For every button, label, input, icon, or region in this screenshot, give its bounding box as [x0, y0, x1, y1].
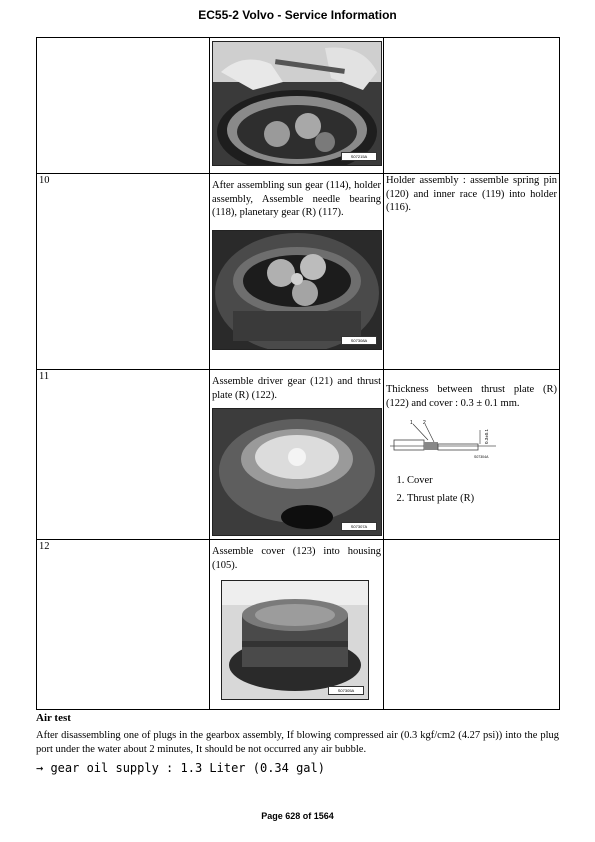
table-row: [37, 174, 560, 370]
step-number: 11: [37, 370, 210, 540]
callout-1: 1: [410, 420, 413, 426]
thickness-note: Thickness between thrust plate (R) (122) and cover : 0.3 ± 0.1 mm.: [386, 384, 557, 409]
step-instruction-text: After assembling sun gear (114), holder assembly, Assemble needle bearing (118), planetary gear (R) (117).: [212, 180, 381, 218]
page-number: Page 628 of 1564: [261, 811, 334, 821]
procedure-table: [36, 37, 560, 710]
photo-label: S07308A: [341, 336, 377, 345]
page-header: EC55-2 Volvo - Service Information: [198, 8, 397, 22]
dimension-label: 0.3±0.1: [484, 429, 489, 444]
photo-label: S07305A: [328, 686, 364, 695]
table-row: [37, 540, 560, 710]
step-instruction-text: Assemble driver gear (121) and thrust plate (R) (122).: [212, 376, 381, 401]
callout-2: 2: [423, 420, 426, 426]
table-row: [37, 38, 560, 174]
gearbox-ring-gear-photo: [212, 41, 382, 166]
thrust-plate-photo: [212, 408, 382, 536]
step-instruction: [210, 174, 384, 370]
step-note: [384, 38, 560, 174]
step-instruction: [210, 540, 384, 710]
gear-oil-supply: → gear oil supply : 1.3 Liter (0.34 gal): [36, 761, 325, 775]
table-row: [37, 370, 560, 540]
planetary-gear-photo: [212, 230, 382, 350]
step-note: [384, 540, 560, 710]
step-instruction: [210, 38, 384, 174]
legend-item-thrust-plate: 2. Thrust plate (R): [407, 490, 557, 508]
thrust-plate-diagram: [388, 418, 498, 462]
step-number: 10: [37, 174, 210, 370]
step-note: [384, 370, 560, 540]
air-test-title: Air test: [36, 712, 71, 724]
air-test-text: After disassembling one of plugs in the gearbox assembly, If blowing compressed air (0.3 kgf/cm2 (4.27 psi)) into the plug port under the water about 2 minutes, It should be not occurred any air bubble.: [36, 730, 559, 755]
step-number: 12: [37, 540, 210, 710]
photo-label: S07307A: [341, 522, 377, 531]
legend-item-cover: 1. Cover: [407, 472, 557, 490]
cover-housing-photo: [221, 580, 369, 700]
diagram-legend: [386, 472, 557, 508]
photo-label: S07215A: [341, 152, 377, 161]
step-instruction-text: Assemble cover (123) into housing (105).: [212, 546, 381, 571]
diagram-code: S07304A: [474, 455, 489, 459]
step-instruction: [210, 370, 384, 540]
step-note: Holder assembly : assemble spring pin (120) and inner race (119) into holder (116).: [384, 174, 560, 370]
step-number: [37, 38, 210, 174]
